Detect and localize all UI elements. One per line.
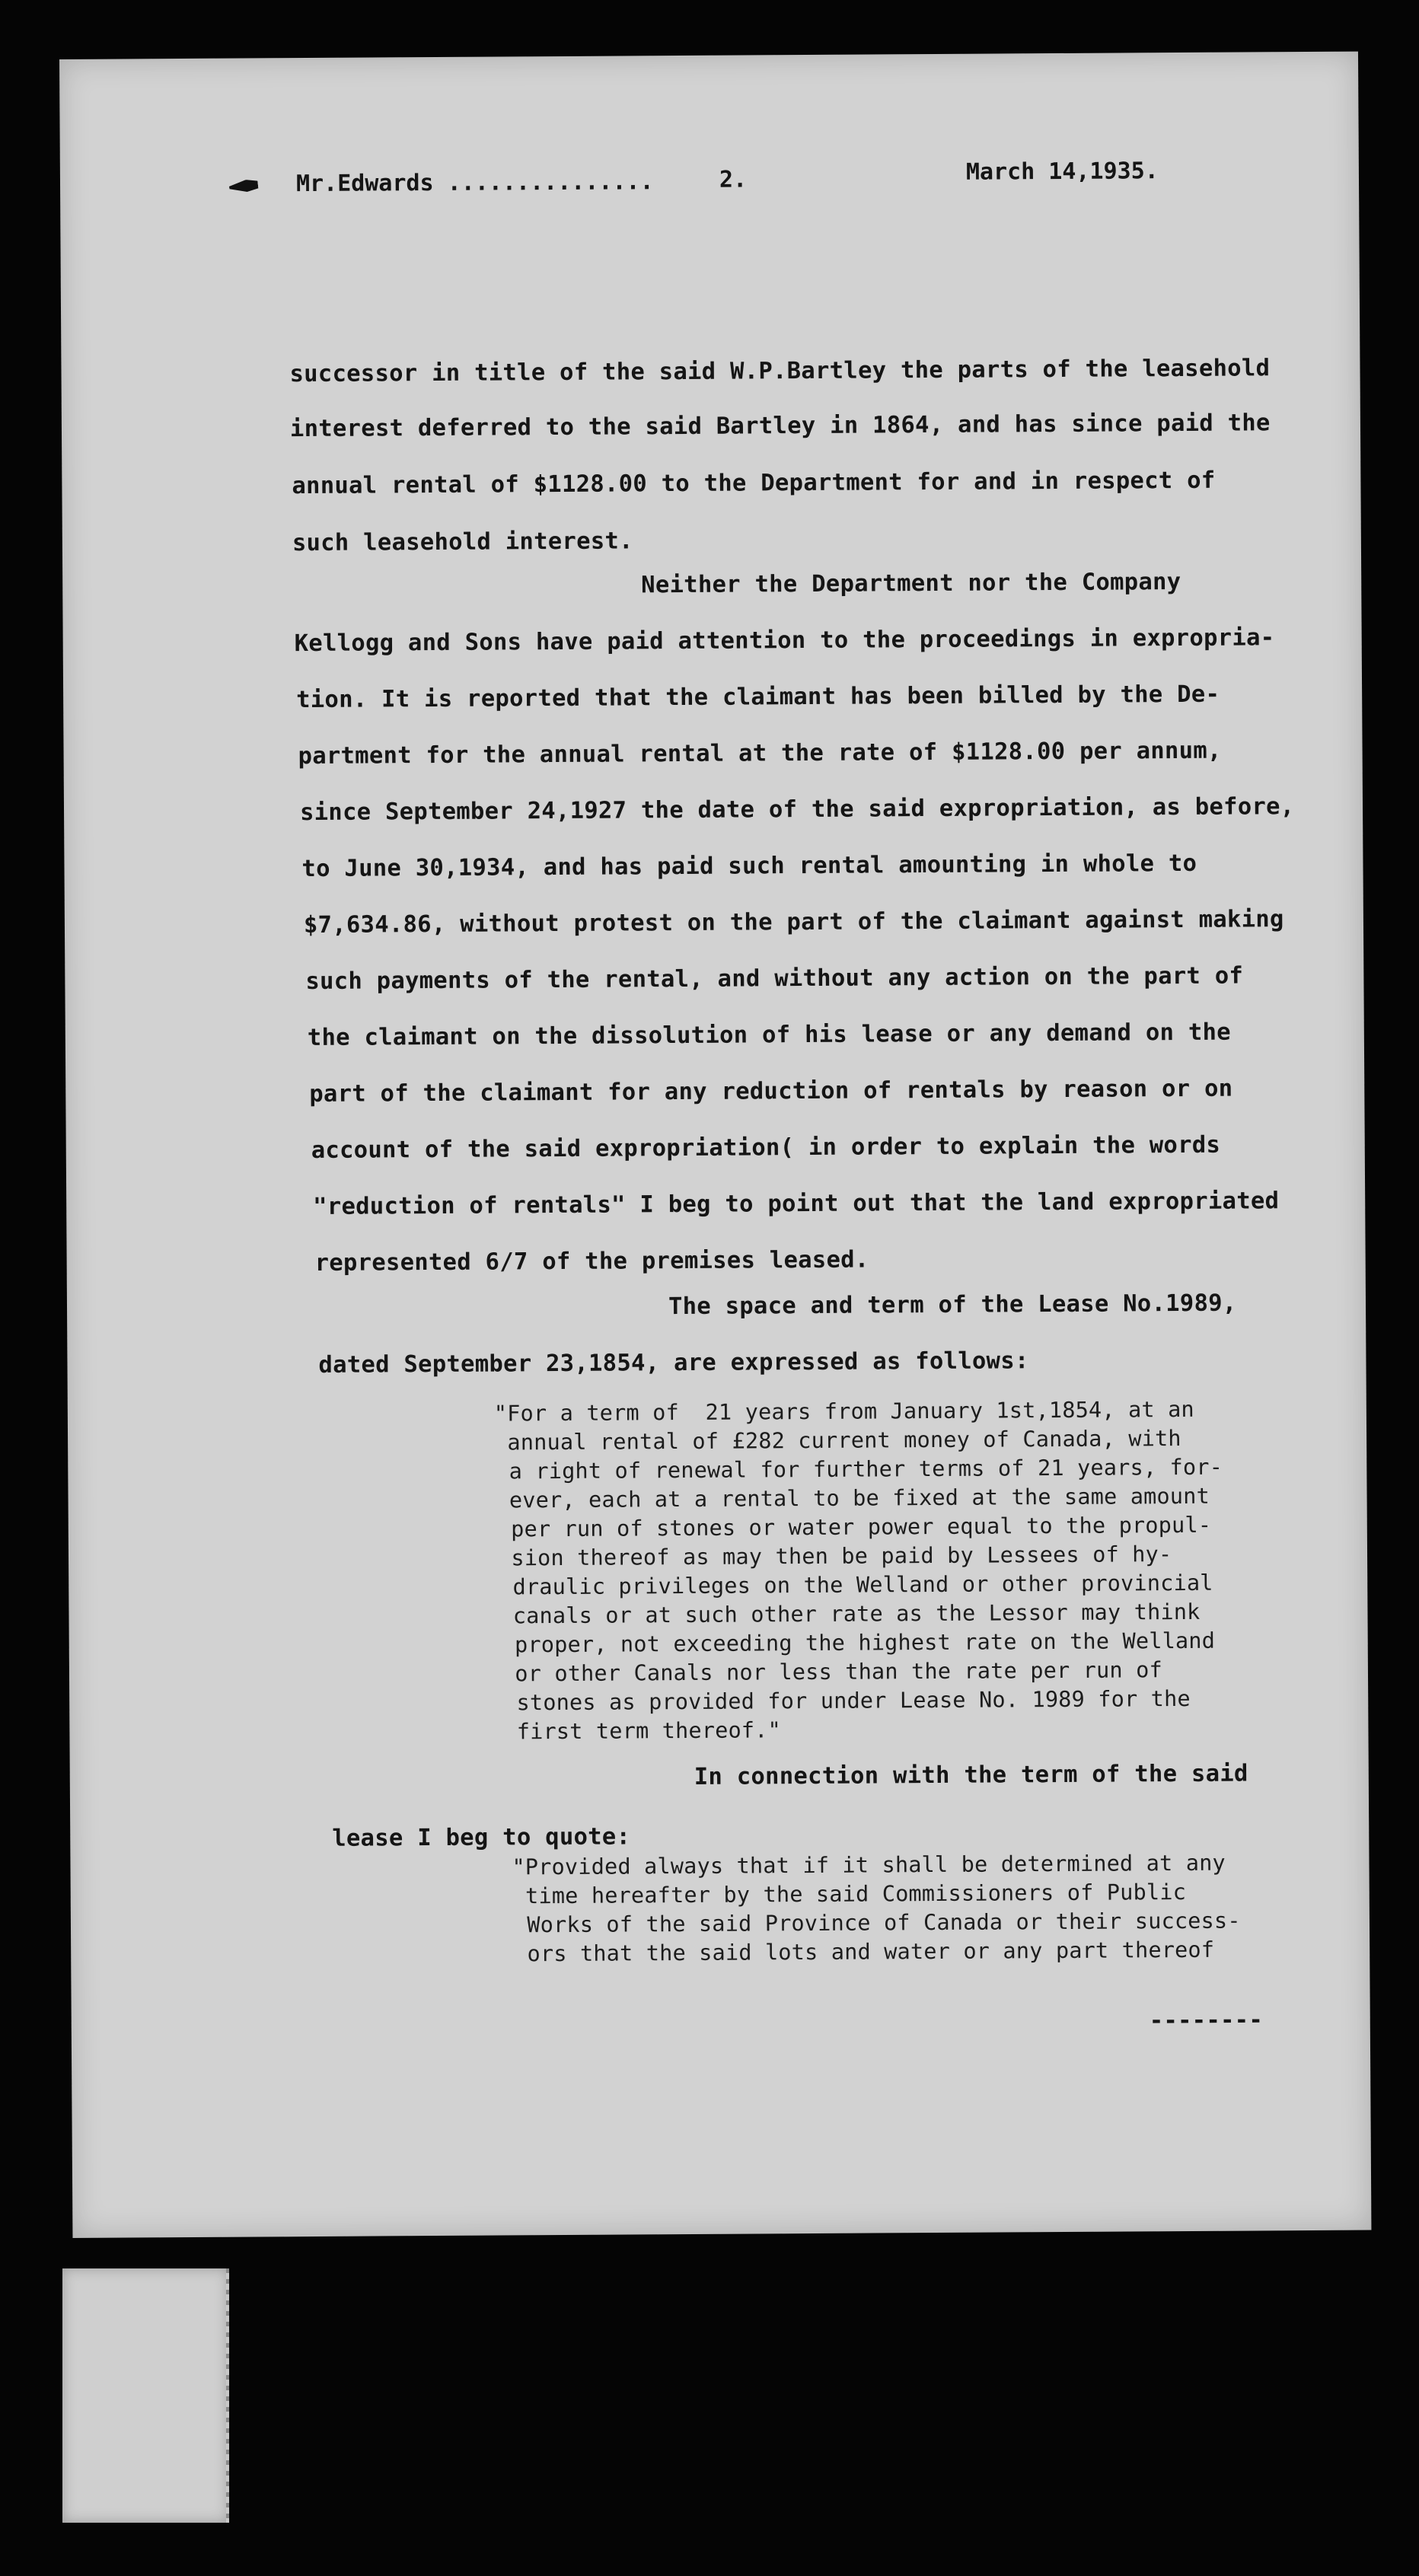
body-line: part of the claimant for any reduction of rentals by reason or on	[309, 1075, 1233, 1108]
body-line: dated September 23,1854, are expressed as follows:	[318, 1347, 1029, 1379]
body-line: successor in title of the said W.P.Bartley the parts of the leasehold	[289, 355, 1271, 388]
quote-line: "For a term of 21 years from January 1st,1854, at an	[493, 1396, 1194, 1427]
body-line: account of the said expropriation( in order to explain the words	[311, 1131, 1221, 1165]
slip-torn-edge	[226, 2268, 229, 2523]
paper-slip	[62, 2268, 228, 2523]
header-addressee: Mr.Edwards ...............	[295, 168, 654, 198]
body-line: tion. It is reported that the claimant has been billed by the De-	[296, 681, 1220, 714]
body-line: interest deferred to the said Bartley in 1864, and has since paid the	[289, 410, 1271, 443]
quote-line: ors that the said lots and water or any part thereof	[514, 1937, 1215, 1967]
quote-line: time hereafter by the said Commissioners of Public	[512, 1879, 1187, 1909]
quote-line: annual rental of £282 current money of Canada, with	[494, 1426, 1181, 1455]
quote-line: canals or at such other rate as the Lessor may think	[499, 1599, 1201, 1629]
body-line: partment for the annual rental at the rate of $1128.00 per annum,	[298, 737, 1222, 770]
quote-line: or other Canals nor less than the rate per run of	[501, 1657, 1162, 1687]
body-line: such payments of the rental, and without any action on the part of	[305, 962, 1244, 996]
body-line: annual rental of $1128.00 to the Department for and in respect of	[292, 467, 1216, 500]
body-line: such leasehold interest.	[292, 528, 633, 557]
quote-line: proper, not exceeding the highest rate on the Welland	[501, 1628, 1216, 1658]
body-line: In connection with the term of the said	[694, 1760, 1248, 1790]
quote-line: per run of stones or water power equal to the propul-	[497, 1512, 1212, 1542]
body-line: "reduction of rentals" I beg to point out that the land expropriated	[313, 1188, 1280, 1220]
quote-line: ever, each at a rental to be fixed at the same amount	[496, 1483, 1210, 1513]
body-line: since September 24,1927 the date of the said expropriation, as before,	[299, 793, 1295, 827]
quote-line: stones as provided for under Lease No. 1989 for the	[503, 1685, 1191, 1716]
header-page-number: 2.	[719, 166, 748, 193]
arrow-mark-icon	[228, 178, 259, 193]
document-page	[59, 52, 1371, 2238]
quote-line: Works of the said Province of Canada or their success-	[513, 1908, 1241, 1938]
quote-line: a right of renewal for further terms of 21 years, for-	[496, 1454, 1223, 1484]
body-line: represented 6/7 of the premises leased.	[314, 1246, 869, 1277]
body-line: Kellogg and Sons have paid attention to the proceedings in expropria-	[294, 624, 1275, 658]
body-line: the claimant on the dissolution of his lease or any demand on the	[307, 1019, 1232, 1052]
quote-line: sion thereof as may then be paid by Lessees of hy-	[497, 1541, 1172, 1571]
body-line: Neither the Department nor the Company	[641, 569, 1181, 599]
quote-line: "Provided always that if it shall be determined at any	[512, 1850, 1226, 1880]
body-line: lease I beg to quote:	[332, 1823, 631, 1852]
quote-line: first term thereof."	[503, 1717, 782, 1745]
quote-line: draulic privileges on the Welland or other provincial	[499, 1570, 1213, 1600]
body-line: to June 30,1934, and has paid such rental amounting in whole to	[301, 850, 1197, 883]
header-date: March 14,1935.	[965, 158, 1159, 186]
body-line: The space and term of the Lease No.1989,	[668, 1290, 1237, 1321]
body-line: $7,634.86, without protest on the part of the claimant against making	[303, 906, 1284, 939]
continuation-mark: --------	[1149, 2007, 1264, 2035]
